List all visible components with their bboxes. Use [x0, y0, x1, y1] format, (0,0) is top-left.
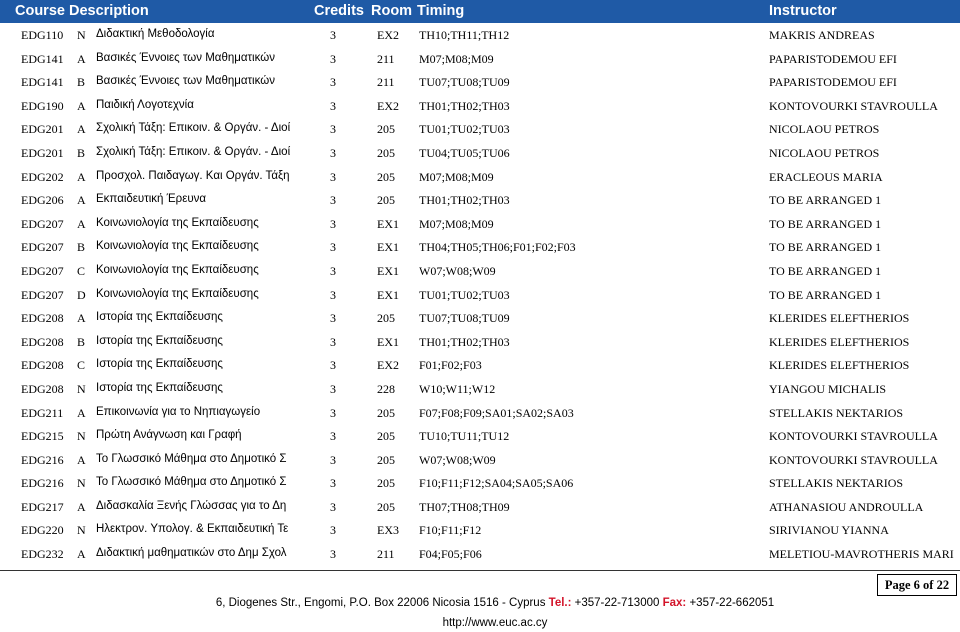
section: A	[77, 499, 86, 514]
footer-tel: +357-22-713000	[574, 597, 660, 609]
room: EX1	[377, 263, 399, 278]
timing: F01;F02;F03	[419, 358, 482, 373]
course-code: EDG215	[21, 429, 64, 444]
page-indicator: Page 6 of 22	[877, 574, 957, 596]
credits: 3	[330, 240, 336, 255]
table-row	[0, 141, 960, 165]
footer-tel-label: Tel.:	[548, 597, 572, 609]
credits: 3	[330, 547, 336, 562]
course-code: EDG208	[21, 381, 64, 396]
instructor: ATHANASIOU ANDROULLA	[769, 499, 924, 514]
course-description: Προσχολ. Παιδαγωγ. Και Οργάν. Τάξη	[96, 169, 290, 182]
section: D	[77, 287, 86, 302]
header-credits: Credits	[314, 3, 364, 19]
credits: 3	[330, 311, 336, 326]
section: N	[77, 28, 86, 42]
footer-address: 6, Diogenes Str., Engomi, P.O. Box 22006 Nicosia 1516 - Cyprus	[215, 597, 546, 609]
room: 205	[377, 499, 395, 514]
credits: 3	[330, 75, 336, 90]
timing: F10;F11;F12	[419, 523, 482, 538]
timing: W07;W08;W09	[419, 263, 496, 278]
course-description: Βασικές Έννοιες των Μαθηματικών	[96, 51, 275, 64]
room: EX2	[377, 28, 399, 42]
course-description: Παιδική Λογοτεχνία	[96, 98, 194, 111]
course-code: EDG190	[21, 98, 64, 113]
room: 211	[377, 51, 395, 66]
course-code: EDG110	[21, 28, 64, 42]
instructor: TO BE ARRANGED 1	[769, 240, 882, 255]
timing: M07;M08;M09	[419, 216, 494, 231]
table-row	[0, 495, 960, 519]
credits: 3	[330, 98, 336, 113]
table-row	[0, 283, 960, 307]
section: A	[77, 169, 86, 184]
table-row	[0, 353, 960, 377]
header-course-description: Course Description	[15, 3, 149, 19]
course-code: EDG141	[21, 75, 64, 90]
section: N	[77, 429, 86, 444]
course-table-body	[0, 23, 960, 566]
credits: 3	[330, 193, 336, 208]
course-description: Σχολική Τάξη: Επικοιν. & Οργάν. - Διοί	[96, 145, 291, 158]
credits: 3	[330, 452, 336, 467]
instructor: ERACLEOUS MARIA	[769, 169, 883, 184]
credits: 3	[330, 28, 336, 42]
footer-fax-label: Fax:	[662, 597, 687, 609]
instructor: MELETIOU-MAVROTHERIS MARI	[769, 547, 954, 562]
timing: TU10;TU11;TU12	[419, 429, 510, 444]
course-description: Επικοινωνία για το Νηπιαγωγείο	[96, 405, 261, 418]
course-code: EDG202	[21, 169, 64, 184]
table-row	[0, 542, 960, 566]
course-description: Ιστορία της Εκπαίδευσης	[96, 334, 223, 347]
section: A	[77, 216, 86, 231]
credits: 3	[330, 145, 336, 160]
section: C	[77, 358, 86, 373]
timing: W10;W11;W12	[419, 381, 496, 396]
room: 211	[377, 75, 395, 90]
instructor: KLERIDES ELEFTHERIOS	[769, 311, 910, 326]
timing: M07;M08;M09	[419, 51, 494, 66]
course-description: Διδακτική Μεθοδολογία	[96, 28, 215, 40]
room: 205	[377, 122, 395, 137]
table-row	[0, 188, 960, 212]
instructor: NICOLAOU PETROS	[769, 145, 880, 160]
section: A	[77, 98, 86, 113]
course-code: EDG207	[21, 287, 64, 302]
instructor: PAPARISTODEMOU EFI	[769, 51, 897, 66]
timing: F10;F11;F12;SA04;SA05;SA06	[419, 476, 574, 491]
room: 205	[377, 476, 395, 491]
credits: 3	[330, 523, 336, 538]
timing: TU04;TU05;TU06	[419, 145, 510, 160]
course-description: Ιστορία της Εκπαίδευσης	[96, 381, 223, 394]
credits: 3	[330, 499, 336, 514]
timing: TU07;TU08;TU09	[419, 311, 510, 326]
table-row	[0, 377, 960, 401]
footer-divider	[0, 570, 960, 571]
table-row	[0, 94, 960, 118]
course-code: EDG211	[21, 405, 64, 420]
section: A	[77, 193, 86, 208]
course-code: EDG207	[21, 240, 64, 255]
course-code: EDG201	[21, 145, 64, 160]
section: A	[77, 311, 86, 326]
course-code: EDG217	[21, 499, 64, 514]
credits: 3	[330, 381, 336, 396]
course-description: Διδακτική μαθηματικών στο Δημ Σχολ	[96, 547, 287, 560]
footer-fax: +357-22-662051	[689, 597, 775, 609]
room: EX2	[377, 98, 399, 113]
section: B	[77, 145, 86, 160]
timing: TH10;TH11;TH12	[419, 28, 510, 42]
section: B	[77, 75, 86, 90]
instructor: PAPARISTODEMOU EFI	[769, 75, 897, 90]
instructor: KONTOVOURKI STAVROULLA	[769, 452, 938, 467]
course-code: EDG208	[21, 311, 64, 326]
timing: TU01;TU02;TU03	[419, 122, 510, 137]
course-description: Το Γλωσσικό Μάθημα στο Δημοτικό Σ	[96, 476, 287, 489]
course-description: Διδασκαλία Ξενής Γλώσσας για το Δη	[96, 499, 287, 512]
course-description: Πρώτη Ανάγνωση και Γραφή	[96, 429, 242, 442]
instructor: TO BE ARRANGED 1	[769, 287, 882, 302]
course-code: EDG207	[21, 216, 64, 231]
section: N	[77, 476, 86, 491]
section: A	[77, 547, 86, 562]
room: 211	[377, 547, 395, 562]
room: 205	[377, 193, 395, 208]
room: 228	[377, 381, 395, 396]
table-row	[0, 23, 960, 47]
timing: TH01;TH02;TH03	[419, 98, 510, 113]
course-code: EDG220	[21, 523, 64, 538]
course-description: Κοινωνιολογία της Εκπαίδευσης	[96, 240, 259, 253]
course-description: Κοινωνιολογία της Εκπαίδευσης	[96, 216, 259, 229]
instructor: YIANGOU MICHALIS	[769, 381, 886, 396]
credits: 3	[330, 405, 336, 420]
credits: 3	[330, 334, 336, 349]
table-row	[0, 235, 960, 259]
instructor: STELLAKIS NEKTARIOS	[769, 476, 904, 491]
header-timing: Timing	[417, 3, 465, 19]
timing: TH07;TH08;TH09	[419, 499, 510, 514]
room: 205	[377, 405, 395, 420]
table-row	[0, 424, 960, 448]
room: EX1	[377, 240, 399, 255]
table-row	[0, 306, 960, 330]
course-description: Ιστορία της Εκπαίδευσης	[96, 358, 223, 371]
course-description: Ιστορία της Εκπαίδευσης	[96, 311, 223, 324]
section: N	[77, 523, 86, 538]
room: 205	[377, 311, 395, 326]
timing: M07;M08;M09	[419, 169, 494, 184]
section: C	[77, 263, 86, 278]
section: B	[77, 334, 86, 349]
timing: TH04;TH05;TH06;F01;F02;F03	[419, 240, 576, 255]
course-description: Σχολική Τάξη: Επικοιν. & Οργάν. - Διοί	[96, 122, 291, 135]
instructor: KONTOVOURKI STAVROULLA	[769, 98, 938, 113]
timing: TH01;TH02;TH03	[419, 193, 510, 208]
table-row	[0, 448, 960, 472]
instructor: MAKRIS ANDREAS	[769, 28, 875, 42]
header-instructor: Instructor	[769, 3, 837, 19]
room: 205	[377, 145, 395, 160]
table-row	[0, 212, 960, 236]
footer-url[interactable]: http://www.euc.ac.cy	[442, 617, 548, 629]
timing: W07;W08;W09	[419, 452, 496, 467]
course-code: EDG208	[21, 358, 64, 373]
course-description: Βασικές Έννοιες των Μαθηματικών	[96, 75, 275, 88]
table-header	[0, 0, 960, 23]
room: EX3	[377, 523, 399, 538]
table-row	[0, 259, 960, 283]
table-row	[0, 518, 960, 542]
instructor: TO BE ARRANGED 1	[769, 193, 882, 208]
table-row	[0, 70, 960, 94]
instructor: NICOLAOU PETROS	[769, 122, 880, 137]
instructor: TO BE ARRANGED 1	[769, 216, 882, 231]
instructor: KONTOVOURKI STAVROULLA	[769, 429, 938, 444]
course-code: EDG206	[21, 193, 64, 208]
instructor: KLERIDES ELEFTHERIOS	[769, 358, 910, 373]
table-row	[0, 47, 960, 71]
table-row	[0, 471, 960, 495]
course-description: Εκπαιδευτική Έρευνα	[96, 193, 207, 206]
course-code: EDG216	[21, 476, 64, 491]
footer-contact	[0, 597, 960, 613]
section: A	[77, 452, 86, 467]
credits: 3	[330, 51, 336, 66]
instructor: TO BE ARRANGED 1	[769, 263, 882, 278]
course-code: EDG232	[21, 547, 64, 562]
room: EX1	[377, 287, 399, 302]
header-room: Room	[371, 3, 413, 19]
section: B	[77, 240, 86, 255]
course-description: Το Γλωσσικό Μάθημα στο Δημοτικό Σ	[96, 452, 287, 465]
credits: 3	[330, 429, 336, 444]
credits: 3	[330, 358, 336, 373]
instructor: SIRIVIANOU YIANNA	[769, 523, 889, 538]
credits: 3	[330, 476, 336, 491]
credits: 3	[330, 169, 336, 184]
room: 205	[377, 452, 395, 467]
course-description: Κοινωνιολογία της Εκπαίδευσης	[96, 287, 259, 300]
credits: 3	[330, 216, 336, 231]
timing: TH01;TH02;TH03	[419, 334, 510, 349]
table-row	[0, 330, 960, 354]
credits: 3	[330, 287, 336, 302]
room: EX1	[377, 334, 399, 349]
timing: TU01;TU02;TU03	[419, 287, 510, 302]
timing: TU07;TU08;TU09	[419, 75, 510, 90]
course-code: EDG201	[21, 122, 64, 137]
room: EX2	[377, 358, 399, 373]
table-row	[0, 401, 960, 425]
table-row	[0, 117, 960, 141]
section: A	[77, 51, 86, 66]
footer-url-line	[0, 617, 960, 629]
course-description: Κοινωνιολογία της Εκπαίδευσης	[96, 263, 259, 276]
section: A	[77, 405, 86, 420]
section: A	[77, 122, 86, 137]
instructor: STELLAKIS NEKTARIOS	[769, 405, 904, 420]
room: 205	[377, 429, 395, 444]
course-code: EDG208	[21, 334, 64, 349]
credits: 3	[330, 263, 336, 278]
section: N	[77, 381, 86, 396]
instructor: KLERIDES ELEFTHERIOS	[769, 334, 910, 349]
course-description: Ηλεκτρον. Υπολογ. & Εκπαιδευτική Τε	[96, 523, 289, 536]
course-code: EDG141	[21, 51, 64, 66]
credits: 3	[330, 122, 336, 137]
timing: F04;F05;F06	[419, 547, 482, 562]
room: EX1	[377, 216, 399, 231]
room: 205	[377, 169, 395, 184]
course-code: EDG207	[21, 263, 64, 278]
course-code: EDG216	[21, 452, 64, 467]
timing: F07;F08;F09;SA01;SA02;SA03	[419, 405, 574, 420]
table-row	[0, 165, 960, 189]
